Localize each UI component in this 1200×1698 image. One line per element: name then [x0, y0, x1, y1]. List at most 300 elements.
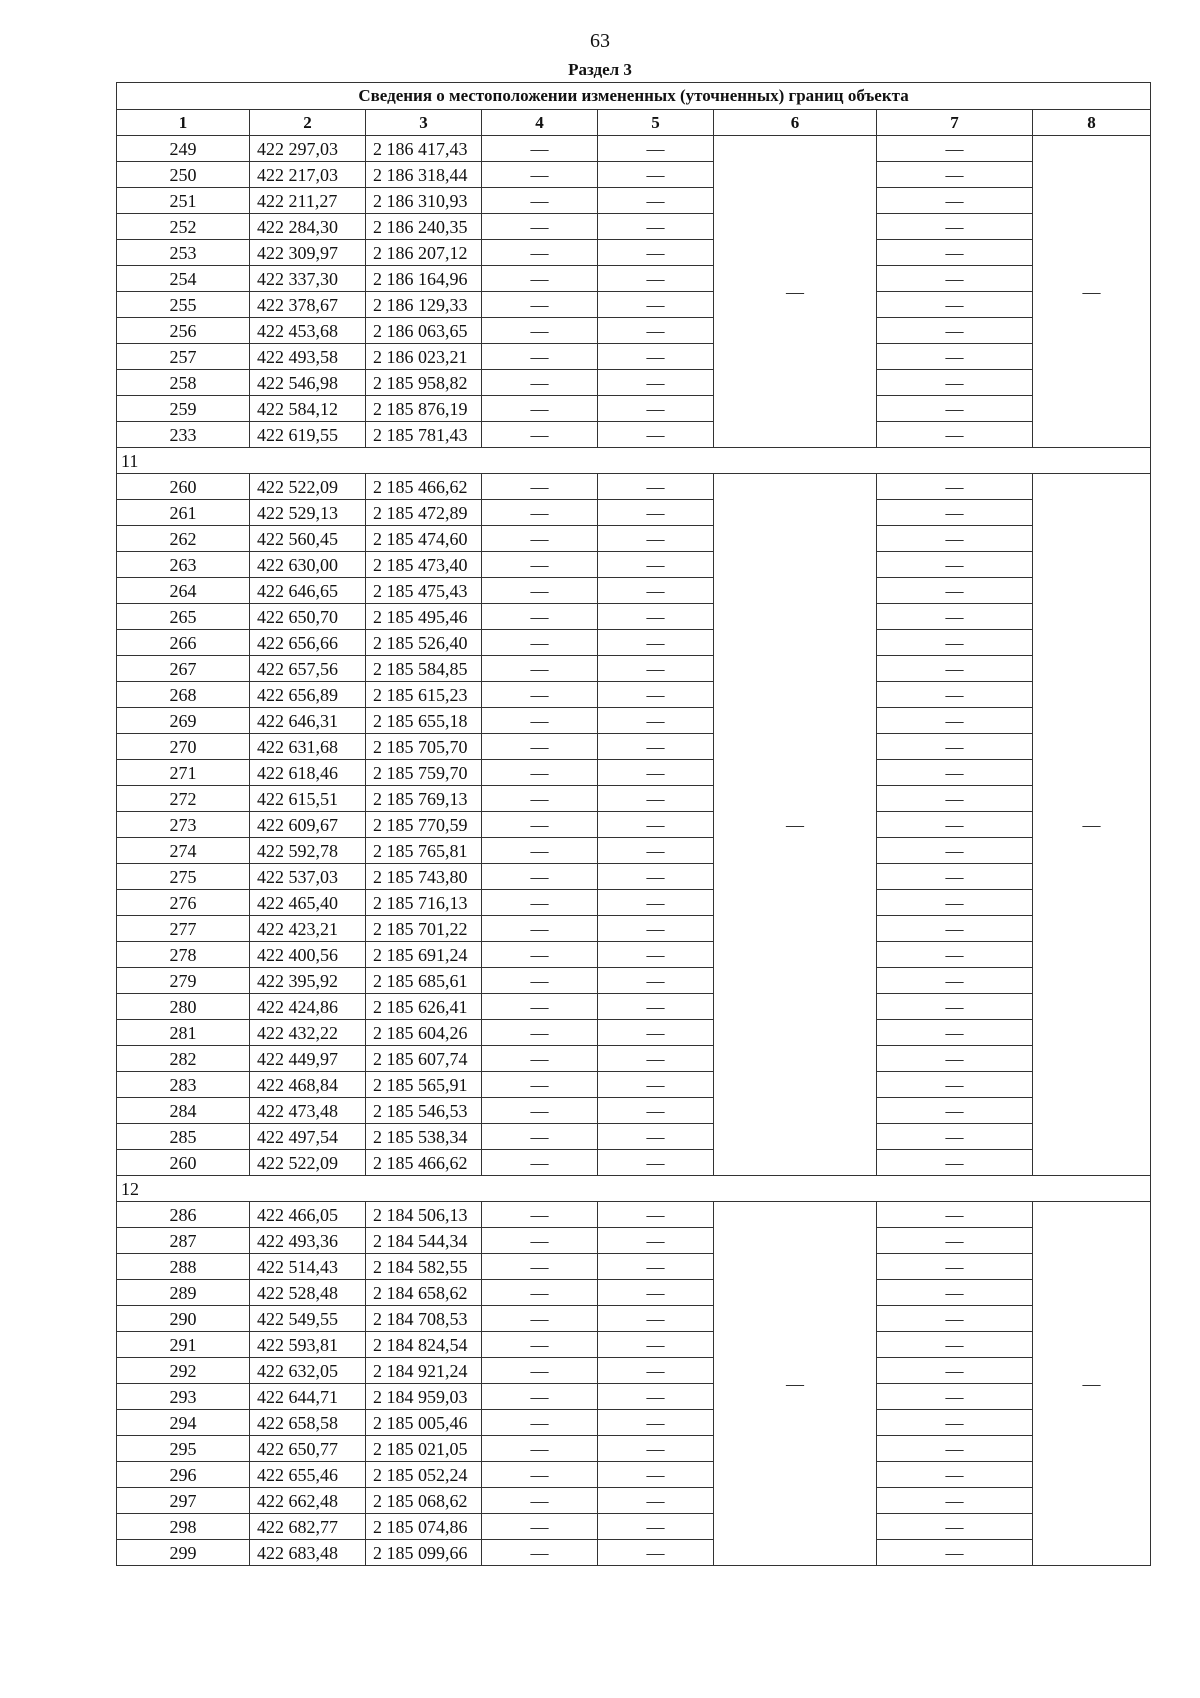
- col4-dash: —: [482, 552, 598, 578]
- coord-y: 2 185 685,61: [366, 968, 482, 994]
- coord-y: 2 185 770,59: [366, 812, 482, 838]
- coord-y: 2 184 658,62: [366, 1280, 482, 1306]
- coord-x: 422 682,77: [250, 1514, 366, 1540]
- col7-dash: —: [877, 682, 1033, 708]
- coord-x: 422 655,46: [250, 1462, 366, 1488]
- col5-dash: —: [598, 1098, 714, 1124]
- col7-dash: —: [877, 1514, 1033, 1540]
- table-row: [117, 1280, 1151, 1306]
- coord-y: 2 185 691,24: [366, 942, 482, 968]
- col5-dash: —: [598, 604, 714, 630]
- col7-dash: —: [877, 1410, 1033, 1436]
- coord-x: 422 473,48: [250, 1098, 366, 1124]
- coord-y: 2 185 743,80: [366, 864, 482, 890]
- coord-y: 2 186 310,93: [366, 188, 482, 214]
- col6-dash-merged: —: [714, 1202, 877, 1566]
- table-row: [117, 838, 1151, 864]
- coord-y: 2 184 921,24: [366, 1358, 482, 1384]
- table-row: [117, 578, 1151, 604]
- table-row: [117, 786, 1151, 812]
- point-number: 273: [117, 812, 250, 838]
- col7-dash: —: [877, 838, 1033, 864]
- point-number: 265: [117, 604, 250, 630]
- table-row: [117, 1540, 1151, 1566]
- coord-y: 2 186 240,35: [366, 214, 482, 240]
- col7-dash: —: [877, 630, 1033, 656]
- coord-x: 422 466,05: [250, 1202, 366, 1228]
- point-number: 250: [117, 162, 250, 188]
- coord-y: 2 186 207,12: [366, 240, 482, 266]
- coord-x: 422 592,78: [250, 838, 366, 864]
- col4-dash: —: [482, 1202, 598, 1228]
- col4-dash: —: [482, 1384, 598, 1410]
- point-number: 251: [117, 188, 250, 214]
- col7-dash: —: [877, 1098, 1033, 1124]
- table-row: [117, 1462, 1151, 1488]
- col4-dash: —: [482, 318, 598, 344]
- col7-dash: —: [877, 240, 1033, 266]
- table-row: [117, 1072, 1151, 1098]
- coord-x: 422 549,55: [250, 1306, 366, 1332]
- point-number: 255: [117, 292, 250, 318]
- point-number: 267: [117, 656, 250, 682]
- col4-dash: —: [482, 474, 598, 500]
- table-row: [117, 1046, 1151, 1072]
- col7-dash: —: [877, 1462, 1033, 1488]
- point-number: 270: [117, 734, 250, 760]
- coord-x: 422 522,09: [250, 1150, 366, 1176]
- column-header-5: 5: [598, 110, 714, 136]
- col4-dash: —: [482, 500, 598, 526]
- col7-dash: —: [877, 1332, 1033, 1358]
- col5-dash: —: [598, 188, 714, 214]
- coord-y: 2 184 824,54: [366, 1332, 482, 1358]
- col5-dash: —: [598, 1488, 714, 1514]
- coord-y: 2 185 604,26: [366, 1020, 482, 1046]
- coord-y: 2 185 769,13: [366, 786, 482, 812]
- page-number: 63: [590, 30, 610, 52]
- table-row: [117, 526, 1151, 552]
- table-row: [117, 1488, 1151, 1514]
- col4-dash: —: [482, 370, 598, 396]
- col4-dash: —: [482, 396, 598, 422]
- col7-dash: —: [877, 1280, 1033, 1306]
- point-number: 298: [117, 1514, 250, 1540]
- point-number: 252: [117, 214, 250, 240]
- col7-dash: —: [877, 1150, 1033, 1176]
- table-row: [117, 1098, 1151, 1124]
- coord-y: 2 185 705,70: [366, 734, 482, 760]
- col7-dash: —: [877, 994, 1033, 1020]
- coord-y: 2 186 063,65: [366, 318, 482, 344]
- coord-x: 422 528,48: [250, 1280, 366, 1306]
- col7-dash: —: [877, 474, 1033, 500]
- column-header-row: [117, 110, 1151, 136]
- col4-dash: —: [482, 1072, 598, 1098]
- coord-y: 2 185 584,85: [366, 656, 482, 682]
- table-row: [117, 162, 1151, 188]
- coord-x: 422 656,89: [250, 682, 366, 708]
- col5-dash: —: [598, 526, 714, 552]
- coord-y: 2 185 074,86: [366, 1514, 482, 1540]
- col5-dash: —: [598, 552, 714, 578]
- coord-x: 422 631,68: [250, 734, 366, 760]
- point-number: 278: [117, 942, 250, 968]
- point-number: 264: [117, 578, 250, 604]
- coord-x: 422 657,56: [250, 656, 366, 682]
- point-number: 295: [117, 1436, 250, 1462]
- col5-dash: —: [598, 1254, 714, 1280]
- table-row: [117, 630, 1151, 656]
- col4-dash: —: [482, 1436, 598, 1462]
- table-body: [117, 136, 1151, 1566]
- coord-x: 422 662,48: [250, 1488, 366, 1514]
- col7-dash: —: [877, 526, 1033, 552]
- col5-dash: —: [598, 266, 714, 292]
- coord-y: 2 185 068,62: [366, 1488, 482, 1514]
- coord-y: 2 184 506,13: [366, 1202, 482, 1228]
- coord-y: 2 185 526,40: [366, 630, 482, 656]
- col5-dash: —: [598, 1540, 714, 1566]
- table-row: [117, 240, 1151, 266]
- col5-dash: —: [598, 916, 714, 942]
- col4-dash: —: [482, 1020, 598, 1046]
- col5-dash: —: [598, 1462, 714, 1488]
- table-row: [117, 1514, 1151, 1540]
- coord-y: 2 185 021,05: [366, 1436, 482, 1462]
- col7-dash: —: [877, 760, 1033, 786]
- table-row: [117, 188, 1151, 214]
- coord-x: 422 646,31: [250, 708, 366, 734]
- col7-dash: —: [877, 942, 1033, 968]
- coord-y: 2 185 475,43: [366, 578, 482, 604]
- point-number: 258: [117, 370, 250, 396]
- coord-x: 422 650,77: [250, 1436, 366, 1462]
- col7-dash: —: [877, 786, 1033, 812]
- coord-y: 2 185 781,43: [366, 422, 482, 448]
- col5-dash: —: [598, 344, 714, 370]
- coord-x: 422 284,30: [250, 214, 366, 240]
- table-caption: Сведения о местоположении измененных (уточненных) границ объекта: [117, 83, 1151, 110]
- col4-dash: —: [482, 1540, 598, 1566]
- table-row: [117, 422, 1151, 448]
- col5-dash: —: [598, 942, 714, 968]
- point-number: 276: [117, 890, 250, 916]
- table-row: [117, 682, 1151, 708]
- table-row: [117, 500, 1151, 526]
- col5-dash: —: [598, 812, 714, 838]
- col4-dash: —: [482, 1358, 598, 1384]
- table-row: [117, 552, 1151, 578]
- col7-dash: —: [877, 1202, 1033, 1228]
- coord-y: 2 185 759,70: [366, 760, 482, 786]
- table-row: [117, 318, 1151, 344]
- col6-dash-merged: —: [714, 474, 877, 1176]
- col4-dash: —: [482, 1514, 598, 1540]
- col7-dash: —: [877, 1020, 1033, 1046]
- coord-y: 2 186 318,44: [366, 162, 482, 188]
- col4-dash: —: [482, 734, 598, 760]
- coord-y: 2 185 474,60: [366, 526, 482, 552]
- coord-x: 422 619,55: [250, 422, 366, 448]
- col7-dash: —: [877, 292, 1033, 318]
- col5-dash: —: [598, 656, 714, 682]
- coord-y: 2 185 466,62: [366, 1150, 482, 1176]
- section-title: Раздел 3: [568, 60, 632, 79]
- point-number: 284: [117, 1098, 250, 1124]
- coord-x: 422 423,21: [250, 916, 366, 942]
- col7-dash: —: [877, 968, 1033, 994]
- col5-dash: —: [598, 318, 714, 344]
- point-number: 269: [117, 708, 250, 734]
- col4-dash: —: [482, 1254, 598, 1280]
- col5-dash: —: [598, 1436, 714, 1462]
- col4-dash: —: [482, 292, 598, 318]
- coord-x: 422 560,45: [250, 526, 366, 552]
- coord-y: 2 185 607,74: [366, 1046, 482, 1072]
- col5-dash: —: [598, 838, 714, 864]
- col5-dash: —: [598, 630, 714, 656]
- col4-dash: —: [482, 214, 598, 240]
- coord-x: 422 615,51: [250, 786, 366, 812]
- coord-y: 2 185 701,22: [366, 916, 482, 942]
- point-number: 289: [117, 1280, 250, 1306]
- col4-dash: —: [482, 656, 598, 682]
- table-row: [117, 1254, 1151, 1280]
- col4-dash: —: [482, 266, 598, 292]
- col7-dash: —: [877, 708, 1033, 734]
- point-number: 290: [117, 1306, 250, 1332]
- point-number: 274: [117, 838, 250, 864]
- point-number: 256: [117, 318, 250, 344]
- col4-dash: —: [482, 994, 598, 1020]
- col4-dash: —: [482, 1228, 598, 1254]
- col7-dash: —: [877, 500, 1033, 526]
- col4-dash: —: [482, 786, 598, 812]
- coord-x: 422 400,56: [250, 942, 366, 968]
- coord-x: 422 395,92: [250, 968, 366, 994]
- group-label-row: [117, 448, 1151, 474]
- point-number: 279: [117, 968, 250, 994]
- col5-dash: —: [598, 396, 714, 422]
- col7-dash: —: [877, 916, 1033, 942]
- point-number: 261: [117, 500, 250, 526]
- coord-y: 2 184 544,34: [366, 1228, 482, 1254]
- table-row: [117, 1384, 1151, 1410]
- col7-dash: —: [877, 396, 1033, 422]
- col4-dash: —: [482, 1280, 598, 1306]
- col4-dash: —: [482, 1488, 598, 1514]
- point-number: 291: [117, 1332, 250, 1358]
- coord-x: 422 497,54: [250, 1124, 366, 1150]
- col5-dash: —: [598, 708, 714, 734]
- column-header-6: 6: [714, 110, 877, 136]
- table-row: [117, 344, 1151, 370]
- col4-dash: —: [482, 682, 598, 708]
- column-header-7: 7: [877, 110, 1033, 136]
- col4-dash: —: [482, 864, 598, 890]
- col4-dash: —: [482, 916, 598, 942]
- col5-dash: —: [598, 1332, 714, 1358]
- col7-dash: —: [877, 1306, 1033, 1332]
- col4-dash: —: [482, 812, 598, 838]
- point-number: 282: [117, 1046, 250, 1072]
- col4-dash: —: [482, 968, 598, 994]
- col7-dash: —: [877, 1254, 1033, 1280]
- col7-dash: —: [877, 552, 1033, 578]
- table-row: [117, 1358, 1151, 1384]
- point-number: 272: [117, 786, 250, 812]
- col7-dash: —: [877, 578, 1033, 604]
- col4-dash: —: [482, 162, 598, 188]
- point-number: 280: [117, 994, 250, 1020]
- table-row: [117, 916, 1151, 942]
- table-row: [117, 292, 1151, 318]
- col7-dash: —: [877, 734, 1033, 760]
- coord-x: 422 378,67: [250, 292, 366, 318]
- coord-y: 2 184 708,53: [366, 1306, 482, 1332]
- coord-x: 422 529,13: [250, 500, 366, 526]
- col4-dash: —: [482, 760, 598, 786]
- col5-dash: —: [598, 1410, 714, 1436]
- col8-dash-merged: —: [1033, 136, 1151, 448]
- table-row: [117, 1306, 1151, 1332]
- table-row: [117, 136, 1151, 162]
- coord-y: 2 184 959,03: [366, 1384, 482, 1410]
- coord-x: 422 297,03: [250, 136, 366, 162]
- coord-x: 422 584,12: [250, 396, 366, 422]
- col4-dash: —: [482, 422, 598, 448]
- coord-x: 422 650,70: [250, 604, 366, 630]
- col5-dash: —: [598, 1124, 714, 1150]
- point-number: 275: [117, 864, 250, 890]
- col7-dash: —: [877, 1072, 1033, 1098]
- point-number: 293: [117, 1384, 250, 1410]
- coord-y: 2 186 129,33: [366, 292, 482, 318]
- col4-dash: —: [482, 188, 598, 214]
- col4-dash: —: [482, 604, 598, 630]
- col7-dash: —: [877, 1384, 1033, 1410]
- col4-dash: —: [482, 1306, 598, 1332]
- coord-y: 2 184 582,55: [366, 1254, 482, 1280]
- point-number: 262: [117, 526, 250, 552]
- table-row: [117, 1436, 1151, 1462]
- coord-x: 422 449,97: [250, 1046, 366, 1072]
- coord-x: 422 632,05: [250, 1358, 366, 1384]
- point-number: 287: [117, 1228, 250, 1254]
- column-header-4: 4: [482, 110, 598, 136]
- table-row: [117, 1020, 1151, 1046]
- coord-x: 422 217,03: [250, 162, 366, 188]
- point-number: 296: [117, 1462, 250, 1488]
- table-caption-row: [117, 83, 1151, 110]
- coord-x: 422 514,43: [250, 1254, 366, 1280]
- col7-dash: —: [877, 1436, 1033, 1462]
- point-number: 299: [117, 1540, 250, 1566]
- table-row: [117, 994, 1151, 1020]
- col8-dash-merged: —: [1033, 474, 1151, 1176]
- col5-dash: —: [598, 890, 714, 916]
- col5-dash: —: [598, 994, 714, 1020]
- point-number: 277: [117, 916, 250, 942]
- col5-dash: —: [598, 864, 714, 890]
- column-header-2: 2: [250, 110, 366, 136]
- col4-dash: —: [482, 708, 598, 734]
- coord-y: 2 185 538,34: [366, 1124, 482, 1150]
- column-header-3: 3: [366, 110, 482, 136]
- coord-y: 2 185 466,62: [366, 474, 482, 500]
- col7-dash: —: [877, 162, 1033, 188]
- coord-x: 422 309,97: [250, 240, 366, 266]
- col7-dash: —: [877, 1358, 1033, 1384]
- coord-x: 422 465,40: [250, 890, 366, 916]
- table-row: [117, 708, 1151, 734]
- table-row: [117, 396, 1151, 422]
- coord-y: 2 185 052,24: [366, 1462, 482, 1488]
- point-number: 266: [117, 630, 250, 656]
- col7-dash: —: [877, 266, 1033, 292]
- coord-x: 422 683,48: [250, 1540, 366, 1566]
- coord-x: 422 337,30: [250, 266, 366, 292]
- point-number: 286: [117, 1202, 250, 1228]
- col7-dash: —: [877, 318, 1033, 344]
- column-header-8: 8: [1033, 110, 1151, 136]
- point-number: 233: [117, 422, 250, 448]
- col7-dash: —: [877, 604, 1033, 630]
- col5-dash: —: [598, 422, 714, 448]
- coord-x: 422 537,03: [250, 864, 366, 890]
- coord-x: 422 658,58: [250, 1410, 366, 1436]
- col7-dash: —: [877, 890, 1033, 916]
- coord-y: 2 185 472,89: [366, 500, 482, 526]
- col5-dash: —: [598, 1150, 714, 1176]
- coord-y: 2 185 495,46: [366, 604, 482, 630]
- col4-dash: —: [482, 1046, 598, 1072]
- coord-x: 422 211,27: [250, 188, 366, 214]
- point-number: 257: [117, 344, 250, 370]
- col5-dash: —: [598, 292, 714, 318]
- group-label: 11: [117, 448, 1151, 474]
- col7-dash: —: [877, 1124, 1033, 1150]
- col5-dash: —: [598, 500, 714, 526]
- coord-y: 2 185 626,41: [366, 994, 482, 1020]
- col7-dash: —: [877, 188, 1033, 214]
- table-row: [117, 1202, 1151, 1228]
- coord-y: 2 185 565,91: [366, 1072, 482, 1098]
- point-number: 268: [117, 682, 250, 708]
- coord-y: 2 185 005,46: [366, 1410, 482, 1436]
- col4-dash: —: [482, 1124, 598, 1150]
- col5-dash: —: [598, 1280, 714, 1306]
- col4-dash: —: [482, 630, 598, 656]
- col4-dash: —: [482, 1098, 598, 1124]
- col5-dash: —: [598, 1202, 714, 1228]
- coord-y: 2 185 765,81: [366, 838, 482, 864]
- col7-dash: —: [877, 1540, 1033, 1566]
- col5-dash: —: [598, 474, 714, 500]
- col5-dash: —: [598, 968, 714, 994]
- col5-dash: —: [598, 370, 714, 396]
- col4-dash: —: [482, 942, 598, 968]
- col7-dash: —: [877, 136, 1033, 162]
- col7-dash: —: [877, 656, 1033, 682]
- table-row: [117, 942, 1151, 968]
- table-row: [117, 760, 1151, 786]
- col5-dash: —: [598, 578, 714, 604]
- col4-dash: —: [482, 1150, 598, 1176]
- col5-dash: —: [598, 162, 714, 188]
- col5-dash: —: [598, 136, 714, 162]
